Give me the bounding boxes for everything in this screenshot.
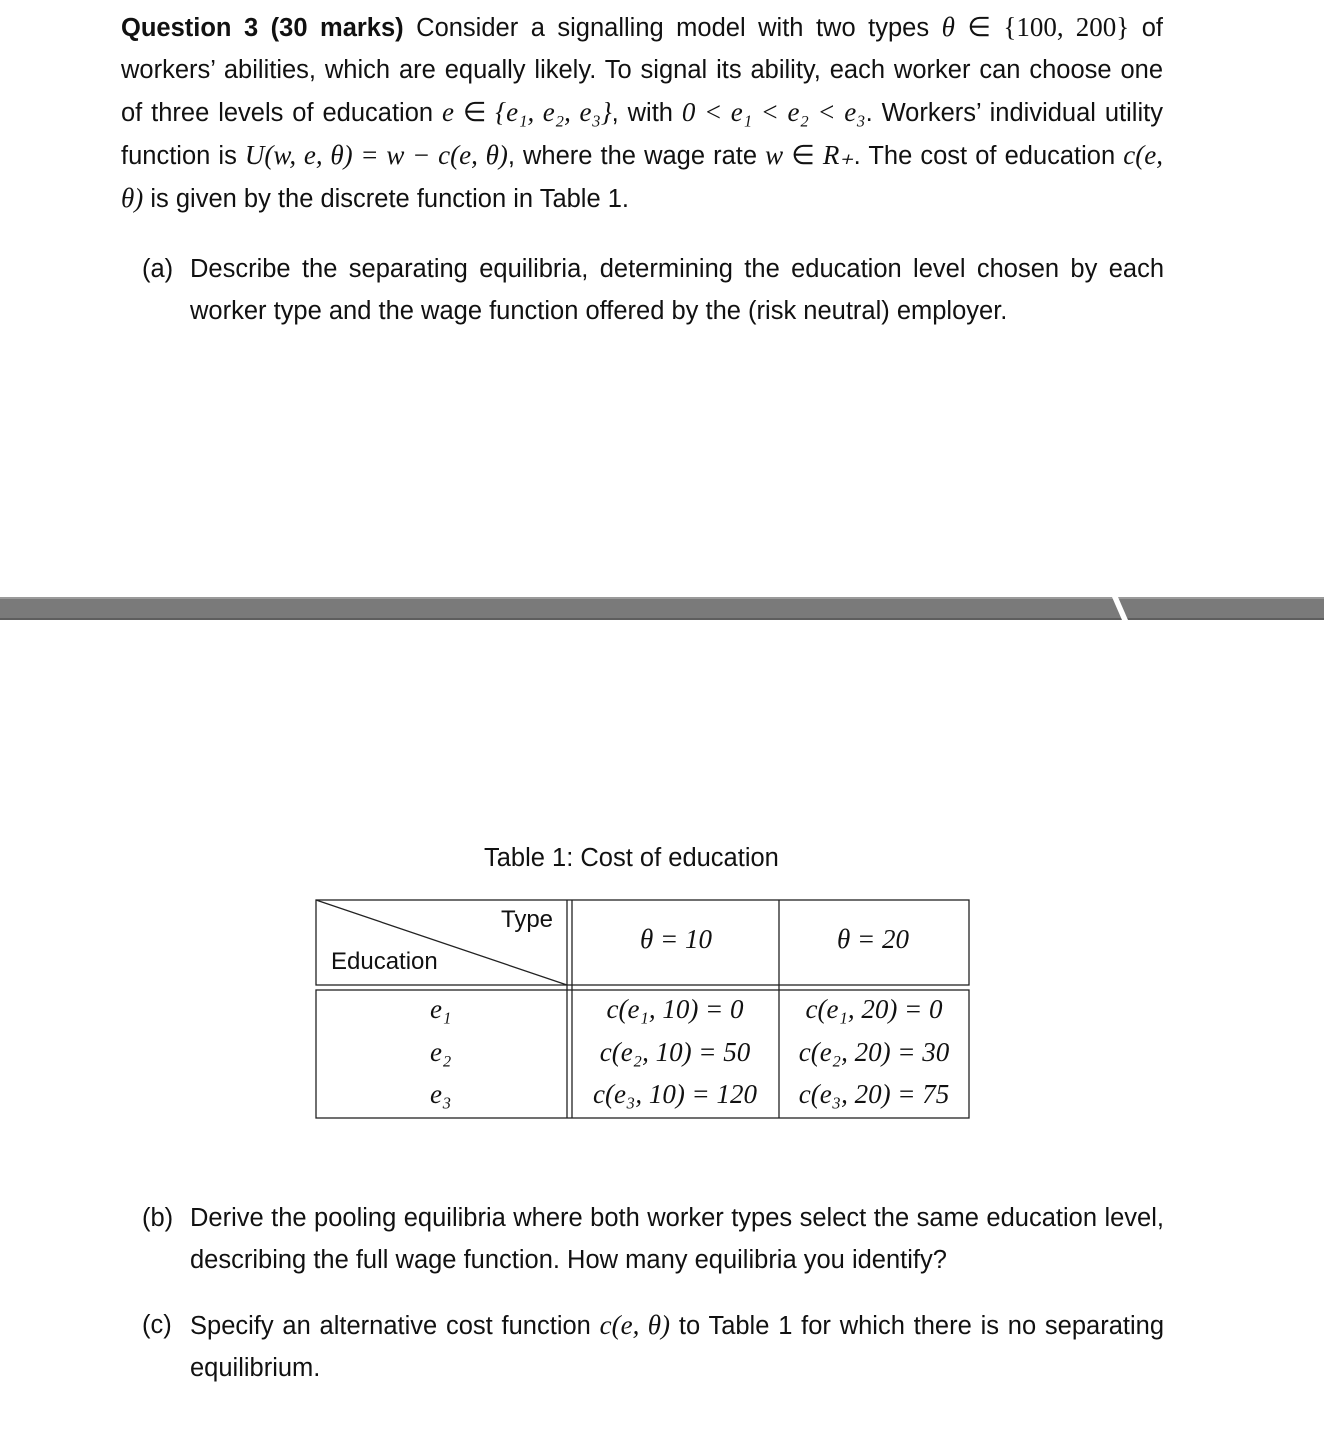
cost-function: c(e, θ) <box>121 140 1163 213</box>
in-symbol: ∈ <box>967 12 991 42</box>
part-b <box>142 1197 1164 1287</box>
reals-symbol: R₊ <box>822 140 854 170</box>
cost-e3-theta10: c(e₃, 10) = 120 <box>592 1079 758 1109</box>
education-order: 0 < e₁ < e₂ < e₃ <box>681 97 866 127</box>
cost-e1-theta20: c(e₁, 20) = 0 <box>805 994 943 1024</box>
intro-text-3: , with <box>611 99 673 127</box>
part-c-text-1: Specify an alternative cost function <box>190 1312 591 1340</box>
row-label-e3: e₃ <box>430 1079 452 1109</box>
in-symbol-2: ∈ <box>462 97 487 127</box>
column-theta-10: θ = 10 <box>640 924 712 954</box>
intro-text-2: of workers’ abilities, which are equally likely. To signal its ability, each worker can choose one of three levels of education <box>121 14 1163 127</box>
cost-e3-theta20: c(e₃, 20) = 75 <box>798 1079 950 1109</box>
table-caption: Table 1: Cost of education <box>484 844 779 872</box>
corner-education-label: Education <box>331 948 438 975</box>
part-a-text: Describe the separating equilibria, determining the education level chosen by each worker type and the wage function offered by the (risk neutral) employer. <box>190 255 1164 325</box>
cost-e2-theta10: c(e₂, 10) = 50 <box>599 1037 751 1067</box>
part-c <box>142 1304 1164 1394</box>
intro-text-4: . Workers’ individual utility function is <box>121 99 1163 170</box>
part-c-text-2: to Table 1 for which there is no separating equilibrium. <box>190 1312 1164 1382</box>
in-symbol-3: ∈ <box>791 140 815 170</box>
theta-symbol: θ <box>941 12 955 42</box>
part-c-cost-function: c(e, θ) <box>599 1310 671 1340</box>
part-b-label: (b) <box>142 1204 174 1232</box>
column-theta-20: θ = 20 <box>837 924 909 954</box>
intro-text-1: Consider a signalling model with two types <box>416 14 930 42</box>
wage-symbol: w <box>765 140 784 170</box>
part-c-text <box>190 1304 1164 1389</box>
intro-text-7: is given by the discrete function in Table 1. <box>150 185 630 213</box>
row-label-e2: e₂ <box>430 1037 452 1067</box>
types-set: {100, 200} <box>1003 12 1130 42</box>
row-label-e1: e₁ <box>430 994 452 1024</box>
cost-e2-theta20: c(e₂, 20) = 30 <box>798 1037 950 1067</box>
utility-function: U(w, e, θ) = w − c(e, θ) <box>244 140 508 170</box>
intro-text-5: , where the wage rate <box>507 142 758 170</box>
part-a-label: (a) <box>142 255 174 283</box>
cost-e1-theta10: c(e₁, 10) = 0 <box>606 994 744 1024</box>
question-heading: Question 3 (30 marks) <box>121 14 404 42</box>
part-b-text: Derive the pooling equilibria where both worker types select the same education level, describing the full wage function. How many equilibria you identify? <box>190 1204 1164 1274</box>
corner-type-label: Type <box>501 906 554 933</box>
education-set: {e₁, e₂, e₃} <box>495 97 612 127</box>
education-symbol: e <box>441 97 454 127</box>
part-c-label: (c) <box>142 1311 172 1339</box>
intro-text-6: . The cost of education <box>853 142 1116 170</box>
